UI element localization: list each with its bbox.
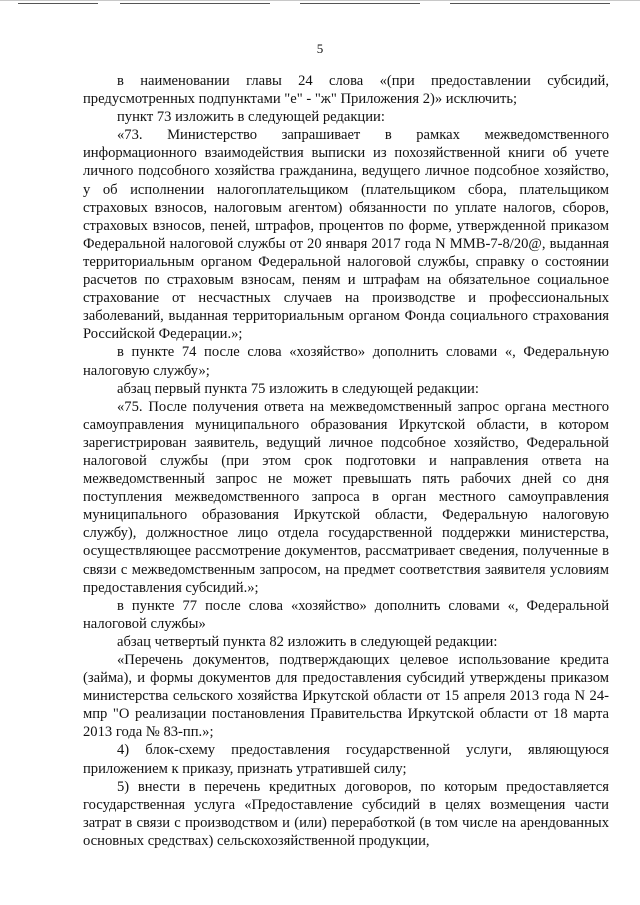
scan-top-border [0, 0, 640, 7]
paragraph: 4) блок-схему предоставления государственной услуги, являющуюся приложением к приказу, признать утратившей силу; [83, 742, 609, 777]
paragraph: абзац первый пункта 75 изложить в следующей редакции: [117, 380, 479, 397]
paragraph: пункт 73 изложить в следующей редакции: [117, 109, 385, 126]
paragraph: в пункте 74 после слова «хозяйство» дополнить словами «, Федеральную налоговую службу»; [83, 344, 609, 379]
paragraph: в наименовании главы 24 слова «(при предоставлении субсидий, предусмотренных подпунктами "е" - "ж" Приложения 2)» исключить; [83, 73, 609, 108]
paragraph: абзац четвертый пункта 82 изложить в следующей редакции: [117, 633, 498, 650]
paragraph: «75. После получения ответа на межведомственный запрос органа местного самоуправления муниципального образования Иркутской области, в котором зарегистрирован заявитель, ведущий личное подсобное хозяйство, Федеральной налоговой службы (при этом срок подготовки и направления ответа на межведомственный запрос не может превышать пять рабочих дней со дня поступления межведомственного запроса в орган местного самоуправления муниципального образования Иркутской области, Федеральную налоговую службу), должностное лицо отдела государственной поддержки министерства, осуществляющее рассмотрение документов, рассматривает сведения, полученные в связи с межведомственным запросом, на предмет соответствия заявителя условиям предоставления субсидий.»; [83, 398, 609, 596]
page-number: 5 [316, 41, 324, 56]
paragraph: в пункте 77 после слова «хозяйство» дополнить словами «, Федеральной налоговой службы» [83, 597, 609, 632]
document-body [83, 72, 609, 850]
paragraph: 5) внести в перечень кредитных договоров, по которым предоставляется государственная услуга «Предоставление субсидий в целях возмещения части затрат в связи с производством и (или) переработкой (в том числе на арендованных основных средствах) сельскохозяйственной продукции, [83, 778, 609, 849]
paragraph: «73. Министерство запрашивает в рамках межведомственного информационного взаимодействия выписки из похозяйственной книги об учете личного подсобного хозяйства гражданина, ведущего личное подсобное хозяйство, у об исполнении налогоплательщиком (плательщиком сбора, плательщиком страховых взносов, налоговым агентом) обязанности по уплате налогов, сборов, страховых взносов, пеней, штрафов, процентов по форме, утвержденной приказом Федеральной налоговой службы от 20 января 2017 года N ММВ-7-8/20@, выданная территориальным органом Федеральной налоговой службы, справку о состоянии расчетов по страховым взносам, пеням и штрафам на обязательное социальное страхование от несчастных случаев на производстве и профессиональных заболеваний, выданная территориальным органом Фонда социального страхования Российской Федерации.»; [83, 127, 609, 343]
paragraph: «Перечень документов, подтверждающих целевое использование кредита (займа), и формы документов для предоставления субсидий утверждены приказом министерства сельского хозяйства Иркутской области от 15 апреля 2013 года N 24-мпр "О реализации постановления Правительства Иркутской области от 18 марта 2013 года № 83-пп.»; [83, 652, 609, 741]
